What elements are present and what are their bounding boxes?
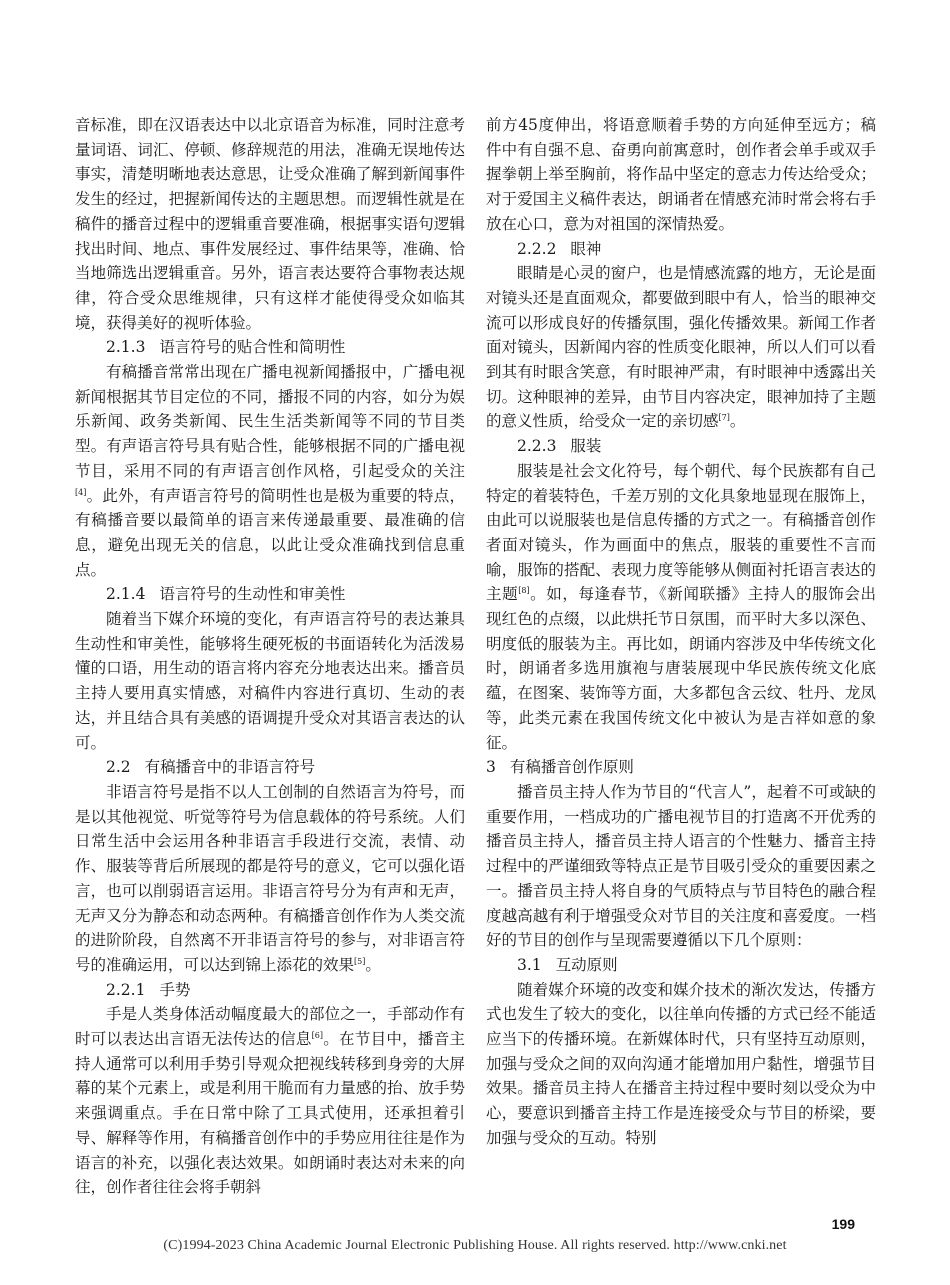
section-title: 手势 [159, 980, 191, 999]
section-title: 有稿播音创作原则 [509, 758, 634, 777]
section-title: 服装 [570, 437, 602, 456]
body-paragraph [486, 261, 876, 434]
body-paragraph: 音标准，即在汉语表达中以北京语音为标准，同时注意考量词语、词汇、停顿、修辞规范的用法，准确无误地传达事实，清楚明晰地表达意思，让受众准确了解到新闻事件发生的经过，把握新闻传达的主题思想。而逻辑性就是在稿件的播音过程中的逻辑重音要准确，根据事实语句逻辑找出时间、地点、事件发展经过、事件结果等，准确、恰当地筛选出逻辑重音。另外，语言表达要符合事物表达规律，符合受众思维规律，只有这样才能使得受众如临其境，获得美好的视听体验。 [75, 116, 465, 332]
citation-ref: [5] [354, 956, 366, 966]
paragraph-text: 非语言符号是指不以人工创制的自然语言为符号，而是以其他视觉、听觉等符号为信息载体的符号系统。人们日常生活中会运用各种非语言手段进行交流，表情、动作、服装等背后所展现的都是符号的意义，它可以强化语言，也可以削弱语言运用。非语言符号分为有声和无声，无声又分为静态和动态两种。有稿播音创作作为人类交流的进阶阶段，自然离不开非语言符号的参与，对非语言符号的准确运用，可以达到锦上添花的效果 [75, 782, 465, 974]
citation-ref: [4] [75, 487, 87, 497]
body-paragraph [75, 607, 465, 755]
body-paragraph [486, 780, 876, 953]
paragraph-text: 。 [365, 955, 381, 974]
paragraph-text: 。在节目中，播音主持人通常可以利用手势引导观众把视线转移到身旁的大屏幕的某个元素上，或是利用干脆而有力量感的抬、放手势来强调重点。手在日常中除了工具式使用，还承担着引导、解释等作用，有稿播音创作中的手势应用往往是作为语言的补充，以强化表达效果。如朗诵时表达对未来的向往，创作者往往会将手朝斜 [75, 1030, 465, 1197]
paragraph-text: 有稿播音常常出现在广播电视新闻播报中，广播电视新闻根据其节目定位的不同，播报不同的内容，如分为娱乐新闻、政务类新闻、民生生活类新闻等不同的节目类型。有声语言符号具有贴合性，能够根据不同的广播电视节目，采用不同的有声语言创作风格，引起受众的关注 [75, 363, 465, 480]
paragraph-text: 。此外，有声语言符号的简明性也是极为重要的特点，有稿播音要以最简单的语言来传递最重要、最准确的信息，避免出现无关的信息，以此让受众准确找到信息重点。 [75, 486, 465, 579]
body-paragraph: 前方45度伸出，将语意顺着手势的方向延伸至远方；稿件中有自强不息、奋勇向前寓意时，创作者会单手或双手握拳朝上举至胸前，将作品中坚定的意志力传达给受众；对于爱国主义稿件表达，朗诵者在情感充沛时常会将右手放在心口，意为对祖国的深情热爱。 [486, 116, 876, 233]
section-title: 互动原则 [555, 955, 618, 974]
body-paragraph [75, 360, 465, 582]
section-heading [486, 237, 876, 262]
section-number: 2.2.2 [517, 239, 557, 258]
section-heading [75, 755, 465, 780]
paragraph-text: 服装是社会文化符号，每个朝代、每个民族都有自己特定的着装特色，千差万别的文化具象地显现在服饰上，由此可以说服装也是信息传播的方式之一。有稿播音创作者面对镜头，作为画面中的焦点，服装的重要性不言而喻，服饰的搭配、表现力度等能够从侧面衬托语言表达的主题 [486, 461, 876, 604]
paragraph-text: 播音员主持人作为节目的“代言人”，起着不可或缺的重要作用，一档成功的广播电视节目的打造离不开优秀的播音员主持人，播音员主持人语言的个性魅力、播音主持过程中的严谨细致等特点正是节目吸引受众的重要因素之一。播音员主持人将自身的气质特点与节目特色的融合程度越高越有利于增强受众对节目的关注度和喜爱度。一档好的节目的创作与呈现需要遵循以下几个原则： [486, 782, 876, 950]
section-heading [75, 978, 465, 1003]
section-number: 3.1 [517, 955, 542, 974]
paragraph-text: 。如，每逢春节，《新闻联播》主持人的服饰会出现红色的点缀，以此烘托节日氛围，而平时大多以深色、明度低的服装为主。再比如，朗诵内容涉及中华传统文化时，朗诵者多选用旗袍与唐装展现中华民族传统文化底蕴，在图案、装饰等方面，大多都包含云纹、牡丹、龙凤等，此类元素在我国传统文化中被认为是吉祥如意的象征。 [486, 585, 876, 752]
paragraph-text: 眼睛是心灵的窗户，也是情感流露的地方，无论是面对镜头还是直面观众，都要做到眼中有人，恰当的眼神交流可以形成良好的传播氛围，强化传播效果。新闻工作者面对镜头，因新闻内容的性质变化眼神，所以人们可以看到其有时眼含笑意，有时眼神严肃，有时眼神中透露出关切。这种眼神的差异，由节目内容决定，眼神加持了主题的意义性质，给受众一定的亲切感 [486, 264, 876, 431]
right-column [486, 113, 876, 1151]
body-paragraph [75, 1002, 465, 1200]
section-number: 2.2 [106, 758, 131, 777]
paragraph-text: 手是人类身体活动幅度最大的部位之一，手部动作有时可以表达出言语无法传达的信息 [75, 1005, 465, 1049]
paragraph-text: 随着媒介环境的改变和媒介技术的渐次发达，传播方式也发生了较大的变化，以往单向传播的方式已经不能适应当下的传播环境。在新媒体时代，只有坚持互动原则，加强与受众之间的双向沟通才能增加用户黏性，增强节目效果。播音员主持人在播音主持过程中要时刻以受众为中心，要意识到播音主持工作是连接受众与节目的桥梁，要加强与受众的互动。特别 [486, 980, 876, 1147]
body-paragraph [486, 459, 876, 755]
section-heading [486, 434, 876, 459]
section-heading [486, 755, 876, 780]
section-heading [75, 582, 465, 607]
section-heading [75, 335, 465, 360]
section-title: 语言符号的生动性和审美性 [159, 585, 346, 604]
page-number: 199 [831, 1216, 855, 1232]
left-column [75, 113, 465, 1200]
body-paragraph [486, 978, 876, 1151]
section-title: 眼神 [570, 239, 602, 258]
section-title: 有稿播音中的非语言符号 [144, 758, 316, 777]
section-title: 语言符号的贴合性和简明性 [159, 338, 346, 357]
section-number: 2.1.3 [106, 338, 146, 357]
section-number: 2.2.1 [106, 980, 146, 999]
paragraph-text: 。 [729, 412, 746, 431]
section-number: 2.2.3 [517, 437, 557, 456]
section-number: 2.1.4 [106, 585, 146, 604]
citation-ref: [6] [311, 1031, 323, 1041]
citation-ref: [8] [518, 586, 530, 596]
paragraph-text: 随着当下媒介环境的变化，有声语言符号的表达兼具生动性和审美性，能够将生硬死板的书面语转化为活泼易懂的口语，用生动的语言将内容充分地表达出来。播音员主持人要用真实情感，对稿件内容进行真切、生动的表达，并且结合具有美感的语调提升受众对其语言表达的认可。 [75, 610, 465, 752]
section-heading [486, 953, 876, 978]
citation-ref: [7] [718, 413, 730, 423]
copyright-footer: (C)1994-2023 China Academic Journal Electronic Publishing House. All rights reserved. http://www.cnki.net [163, 1238, 787, 1253]
section-number: 3 [486, 758, 496, 777]
body-paragraph [75, 780, 465, 978]
